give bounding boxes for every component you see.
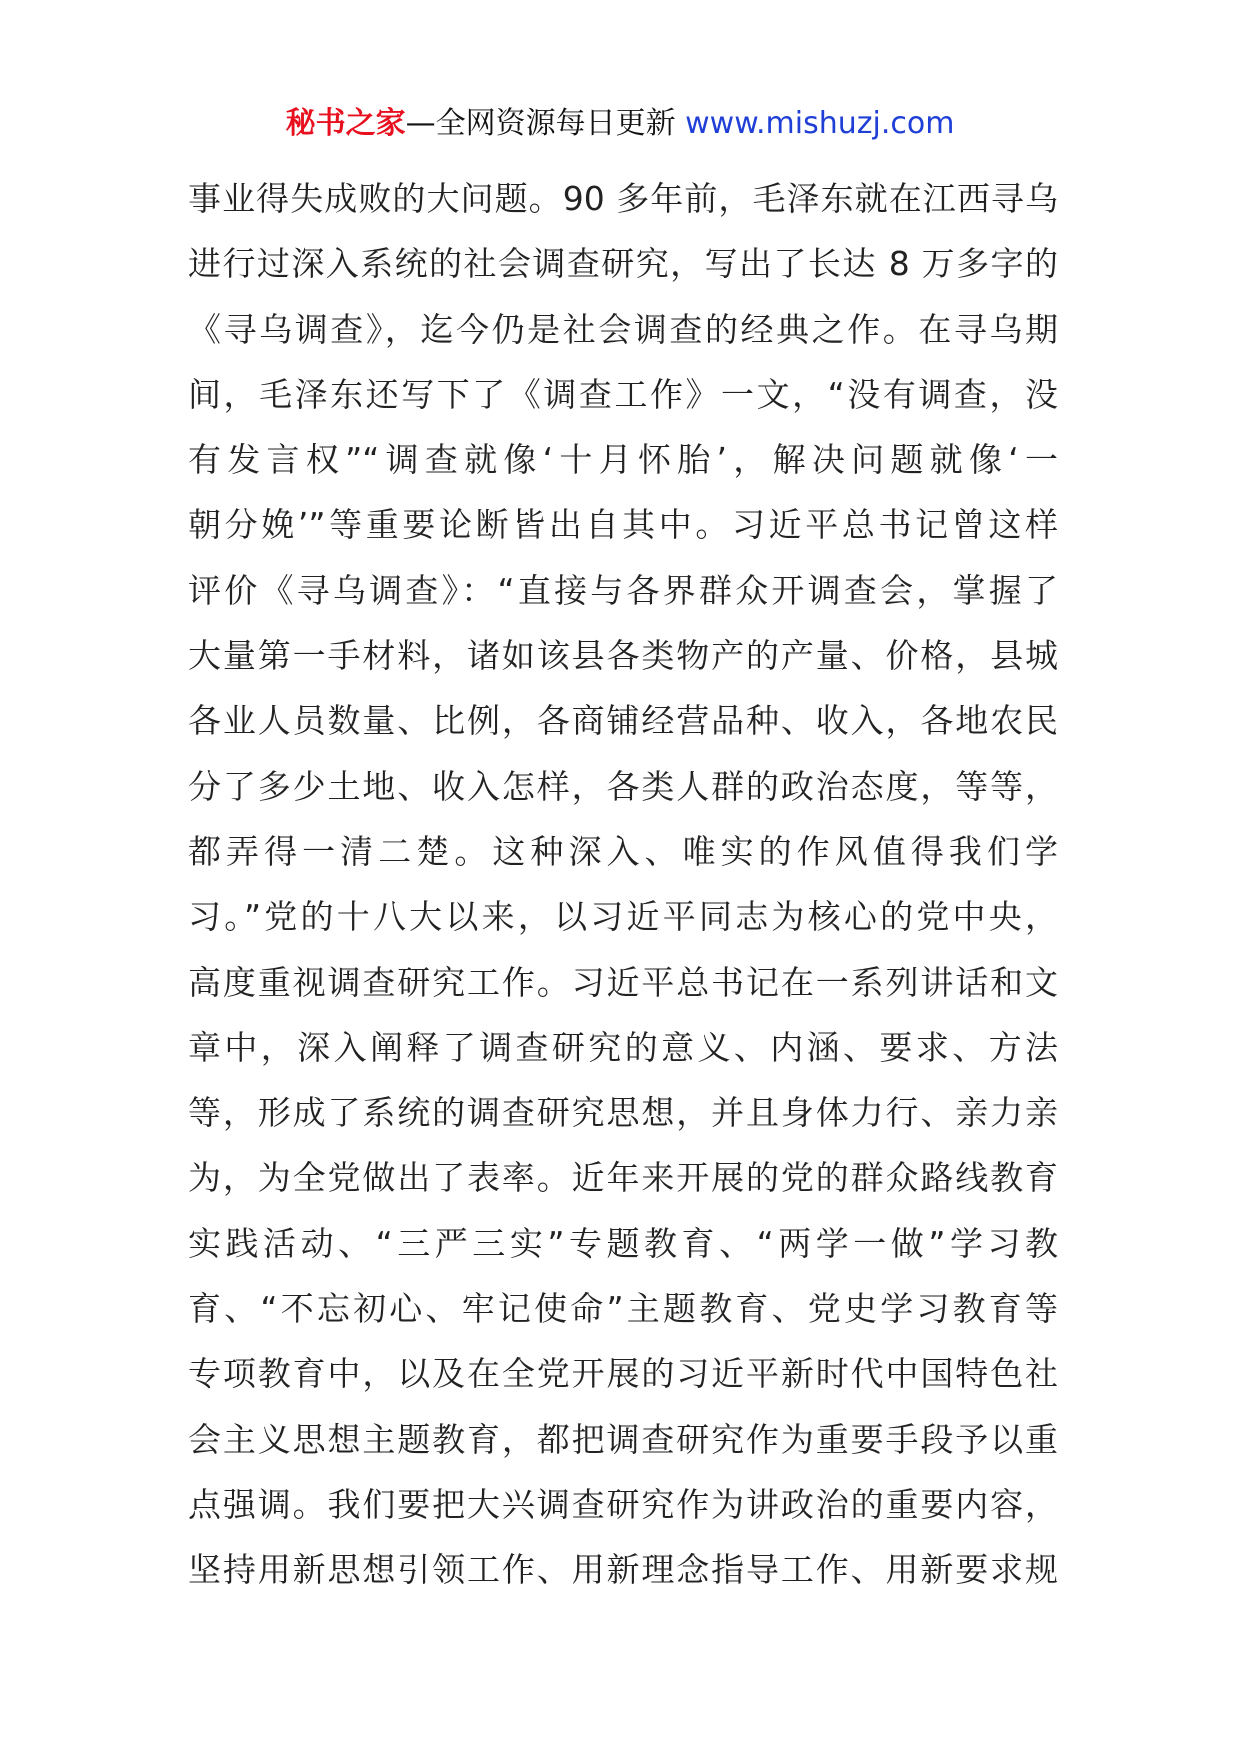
page-header [0,100,1240,148]
body-text [188,166,1058,1603]
header-brand: 秘书之家 [285,106,406,141]
text-line: 为，为全党做出了表率。近年来开展的党的群众路线教育 [188,1158,1058,1198]
text-line: 高度重视调查研究工作。习近平总书记在一系列讲话和文 [188,962,1058,1002]
header-tagline: —全网资源每日更新 [405,106,686,141]
text-line: 都弄得一清二楚。这种深入、唯实的作风值得我们学 [188,831,1058,871]
text-line: 专项教育中，以及在全党开展的习近平新时代中国特色社 [188,1354,1058,1394]
text-line: 坚持用新思想引领工作、用新理念指导工作、用新要求规 [188,1550,1058,1590]
text-line: 习。”党的十八大以来，以习近平同志为核心的党中央， [188,897,1058,937]
text-line: 等，形成了系统的调查研究思想，并且身体力行、亲力亲 [188,1093,1058,1133]
text-line: 章中，深入阐释了调查研究的意义、内涵、要求、方法 [188,1027,1058,1067]
text-line: 事业得失成败的大问题。90 多年前，毛泽东就在江西寻乌 [188,179,1058,218]
text-line: 朝分娩’”等重要论断皆出自其中。习近平总书记曾这样 [188,505,1058,545]
text-line: 会主义思想主题教育，都把调查研究作为重要手段予以重 [188,1419,1058,1459]
text-line: 进行过深入系统的社会调查研究，写出了长达 8 万多字的 [188,244,1058,284]
text-line: 《寻乌调查》，迄今仍是社会调查的经典之作。在寻乌期 [188,309,1058,349]
text-line: 分了多少土地、收入怎样，各类人群的政治态度，等等， [188,766,1058,806]
text-line: 大量第一手材料，诸如该县各类物产的产量、价格，县城 [188,636,1058,676]
text-line: 评价《寻乌调查》：“直接与各界群众开调查会，掌握了 [188,570,1058,610]
header-url-link[interactable]: www.mishuzj.com [685,106,955,141]
text-line: 点强调。我们要把大兴调查研究作为讲政治的重要内容， [188,1484,1058,1524]
text-line: 实践活动、“三严三实”专题教育、“两学一做”学习教 [188,1223,1058,1263]
text-line: 间，毛泽东还写下了《调查工作》一文，“没有调查，没 [188,374,1058,414]
text-line: 各业人员数量、比例，各商铺经营品种、收入，各地农民 [188,701,1058,741]
text-line: 育、“不忘初心、牢记使命”主题教育、党史学习教育等 [188,1289,1058,1329]
text-line: 有发言权”“调查就像‘十月怀胎’，解决问题就像‘一 [188,440,1058,480]
